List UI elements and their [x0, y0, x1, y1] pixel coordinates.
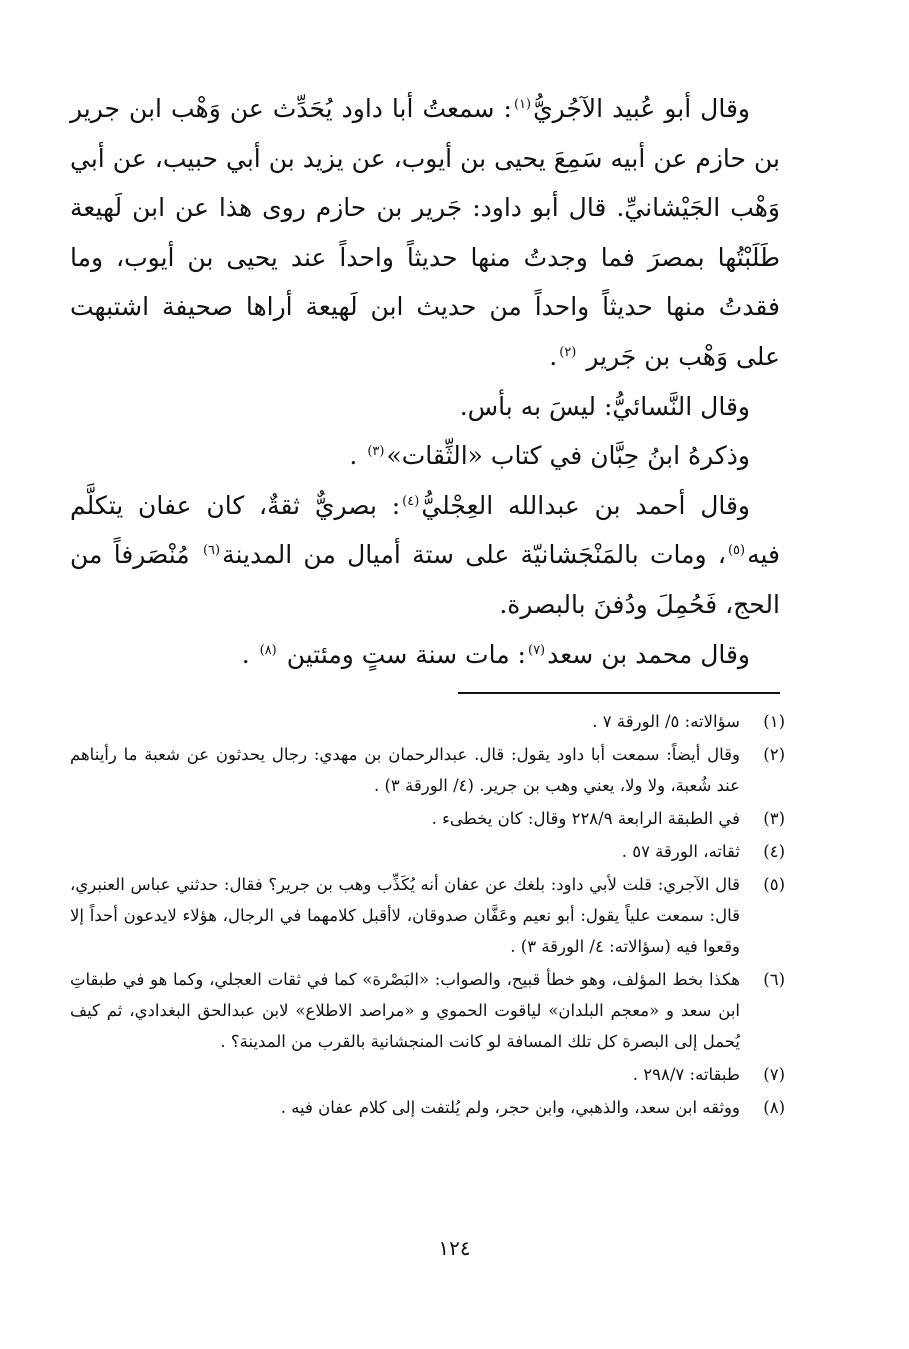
- text-run: .: [241, 639, 250, 669]
- footnote-text: في الطبقة الرابعة ٢٢٨/٩ وقال: كان يخطىء .: [431, 809, 740, 828]
- paragraph-ibn-sad: [70, 630, 780, 680]
- text-run: مُنْصَرفاً من الحج، فَحُمِلَ ودُفنَ بالبصرة.: [70, 540, 780, 619]
- footnote-ref[interactable]: (٥): [727, 543, 746, 559]
- text-run: وقال أحمد بن عبدالله العِجْليُّ: [421, 490, 751, 520]
- footnotes: [70, 706, 785, 1125]
- footnote-text: طبقاته: ٢٩٨/٧ .: [632, 1065, 740, 1084]
- footnote-ref[interactable]: (٣): [367, 444, 385, 460]
- text-run: وذكرهُ ابنُ حِبَّان في كتاب «الثِّقات»: [386, 441, 750, 471]
- footnote-text: قال الآجري: قلت لأبي داود: بلغك عن عفان أنه يُكَذِّب وهب بن جرير؟ فقال: حدثني عباس العنبري، قال: سمعت علياً يقول: أبو نعيم وعَفَّان صدوقان، لاأقبل كلامهما في الرجال، هؤلاء لايدعون أحداً إلا وقعوا فيه (سؤالاته: ٤/ الورقة ٣) .: [70, 875, 740, 956]
- footnote-ref[interactable]: (٦): [202, 543, 221, 559]
- footnote-number: (٥): [763, 875, 785, 894]
- text-run: .: [549, 341, 558, 371]
- text-run: : سمعتُ أبا داود يُحَدِّث عن وَهْب ابن جرير بن حازم عن أبيه سَمِعَ يحيى بن أيوب، عن يزيد بن أبي حبيب، عن أبي وَهْب الجَيْشانيِّ. قال أبو داود: جَرير بن حازم روى هذا عن ابن لَهيعة طَلَبْتُها بمصرَ فما وجدتُ منها حديثاً واحداً عند يحيى بن أيوب، وما فقدتُ منها حديثاً واحداً من حديث ابن لَهيعة أراها صحيفة اشتبهت على وَهْب بن جَرير: [70, 94, 780, 371]
- footnote-ref[interactable]: (٢): [559, 344, 577, 360]
- footnote-number: (٧): [763, 1065, 785, 1084]
- footnote-number: (٨): [763, 1098, 785, 1117]
- footnote: [70, 706, 785, 737]
- text-run: : بصريٌّ ثقةٌ، كان عفان يتكلَّم فيه: [70, 490, 780, 570]
- footnote-number: (١): [763, 712, 785, 731]
- footnote-number: (٤): [763, 842, 785, 861]
- paragraph-ajurri: [70, 84, 780, 382]
- paragraph-nasai: وقال النَّسائيُّ: ليسَ به بأس.: [459, 391, 750, 421]
- footnote-ref[interactable]: (٧): [527, 642, 546, 658]
- footnote: [70, 964, 785, 1057]
- footnote-text: ثقاته، الورقة ٥٧ .: [621, 842, 740, 861]
- footnote: [70, 1059, 785, 1090]
- main-text: [70, 84, 780, 679]
- footnote-ref[interactable]: (٤): [402, 493, 420, 509]
- footnote-divider: [458, 692, 780, 694]
- footnote: [70, 1092, 785, 1123]
- paragraph-ibn-hibban: [70, 431, 780, 481]
- footnote-text: ووثقه ابن سعد، والذهبي، وابن حجر، ولم يُلتفت إلى كلام عفان فيه .: [280, 1098, 740, 1117]
- footnote-text: وقال أيضاً: سمعت أبا داود يقول: قال. عبدالرحمان بن مهدي: رجال يحدثون عن شعبة ما رأيناهم عند شُعبة، ولا ولا، يعني وهب بن جرير. (٤/ الورقة ٣) .: [70, 745, 740, 795]
- footnote-text: سؤالاته: ٥/ الورقة ٧ .: [592, 712, 740, 731]
- footnote: [70, 739, 785, 801]
- footnote-number: (٦): [763, 970, 785, 989]
- paragraph-ijli: [70, 481, 780, 630]
- text-run: وقال محمد بن سعد: [547, 639, 750, 669]
- footnote-number: (٣): [763, 809, 785, 828]
- footnote-ref[interactable]: (٨): [259, 642, 277, 658]
- text-run: : مات سنة ستٍ ومئتين: [286, 639, 526, 669]
- footnote-text: هكذا بخط المؤلف، وهو خطأ قبيح، والصواب: «البَصْرة» كما في ثقات العجلي، وكما هو في طبقاتِ ابن سعد و «معجم البلدان» لياقوت الحموي و «مراصد الاطلاع» لابن عبدالحق البغدادي، ثم كيف يُحمل إلى البصرة كل تلك المسافة لو كانت المنجشانية بالقرب من المدينة؟ .: [70, 970, 740, 1051]
- footnote-number: (٢): [763, 745, 785, 764]
- footnote: [70, 869, 785, 962]
- text-run: ، ومات بالمَنْجَشانيّة على ستة أميال من المدينة: [222, 540, 726, 570]
- footnote: [70, 803, 785, 834]
- page-number: ١٢٤: [438, 1236, 471, 1260]
- text-run: .: [349, 441, 358, 471]
- footnote: [70, 836, 785, 867]
- footnote-ref[interactable]: (١): [513, 97, 532, 112]
- text-run: وقال أبو عُبيد الآجُريُّ: [533, 94, 750, 123]
